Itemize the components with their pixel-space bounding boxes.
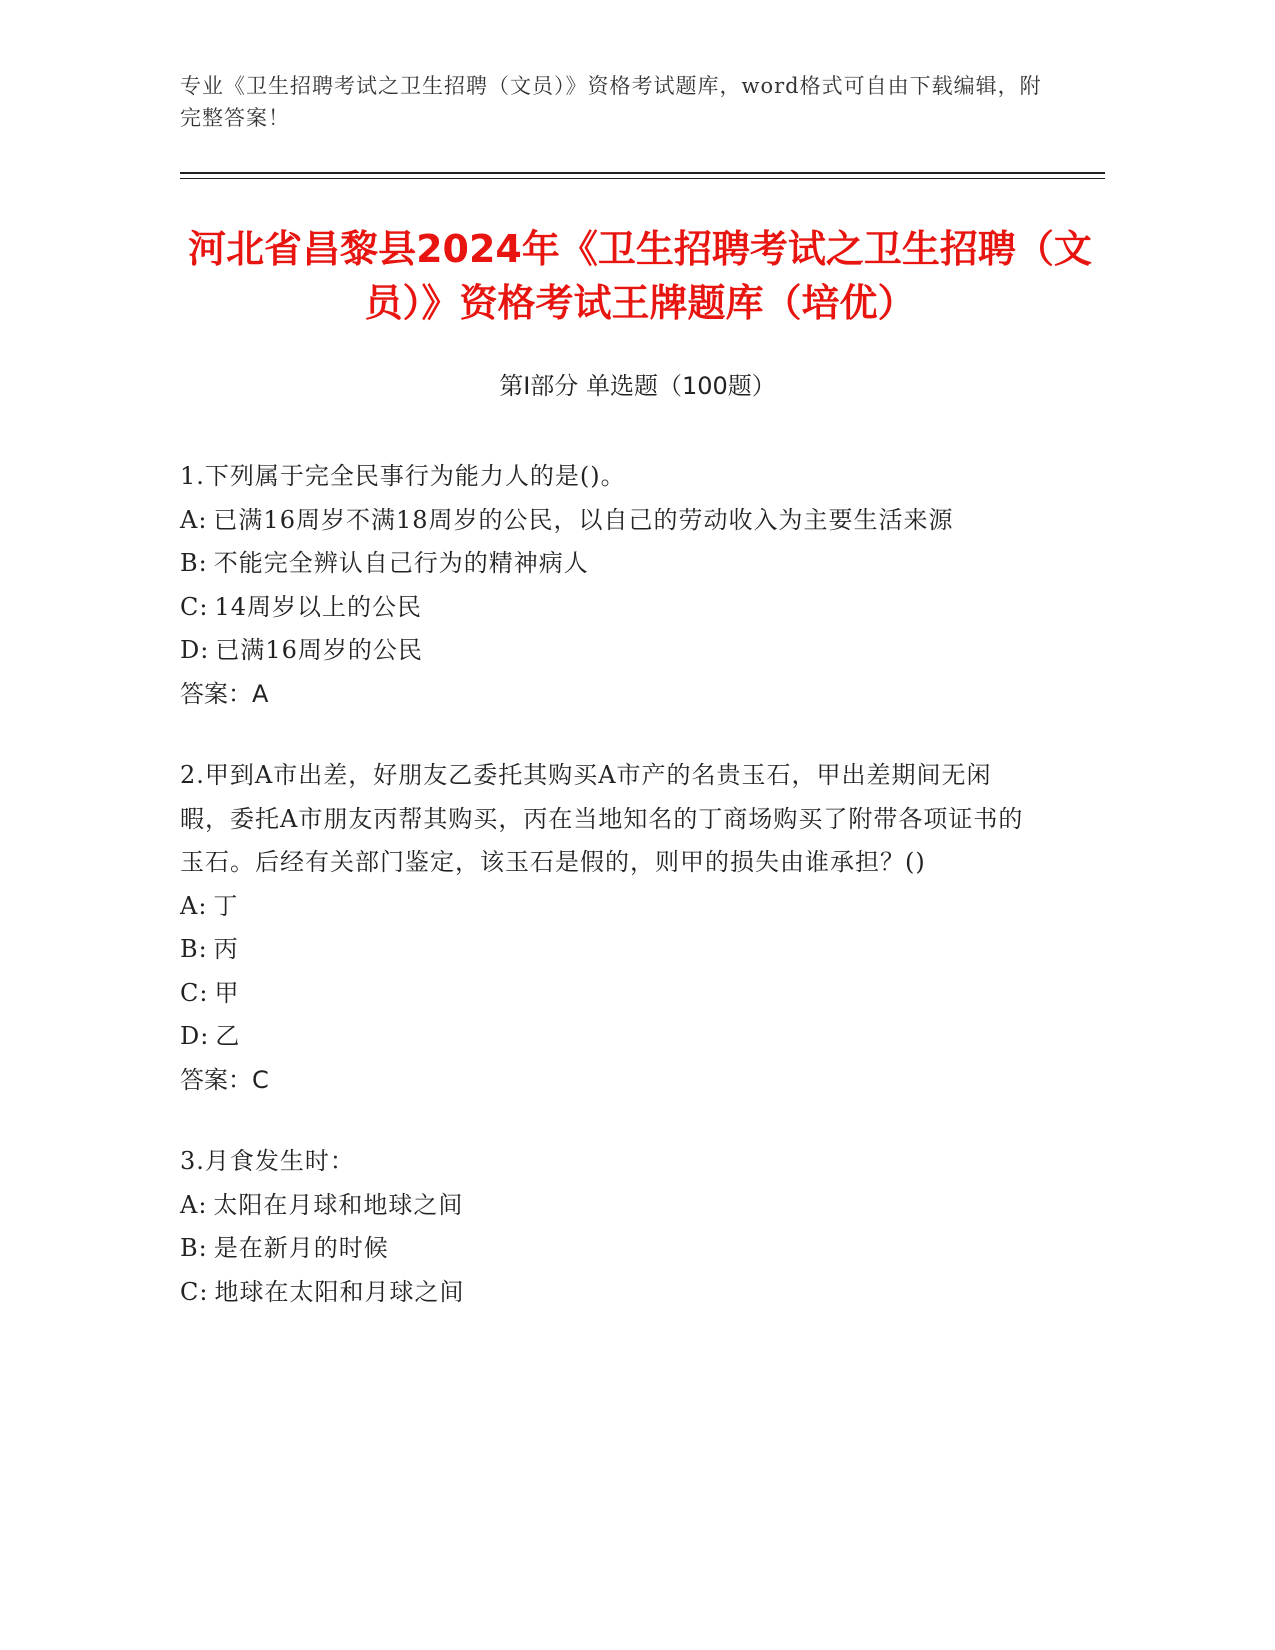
answer-line: 答案：C [180,1065,269,1094]
option-a [180,885,1030,929]
question-3 [180,1140,1030,1314]
option-b [180,542,1030,586]
option-label: C: [180,1277,209,1306]
option-text: 丁 [213,891,239,920]
header-rule-thin [180,178,1105,179]
option-text: 不能完全辨认自己行为的精神病人 [213,549,589,577]
option-label: C: [180,978,209,1007]
option-text: 14周岁以上的公民 [214,592,422,621]
option-text: 乙 [215,1022,241,1050]
question-stem: 3.月食发生时： [180,1147,355,1175]
header-rule-thick [180,172,1105,174]
question-stem: 2.甲到A市出差，好朋友乙委托其购买A市产的名贵玉石，甲出差期间无闲暇，委托A市朋友丙帮其购买，丙在当地知名的丁商场购买了附带各项证书的玉石。后经有关部门鉴定，该玉石是假的，则甲的损失由谁承担？() [180,761,1024,876]
option-c [180,586,1030,630]
option-label: B: [180,935,208,963]
option-d [180,1015,1030,1059]
option-b [180,928,1030,972]
option-label: D: [180,636,210,664]
option-label: B: [180,1234,208,1262]
option-label: A: [180,505,208,534]
section-title: 第I部分 单选题（100题） [499,372,776,400]
option-label: B: [180,549,208,577]
option-a [180,1184,1030,1228]
option-label: D: [180,1022,210,1050]
question-2 [180,754,1030,1102]
option-text: 太阳在月球和地球之间 [213,1190,464,1219]
option-c [180,1271,1030,1315]
option-text: 已满16周岁的公民 [215,636,423,664]
option-d [180,629,1030,673]
option-label: C: [180,592,209,621]
option-text: 丙 [213,935,239,963]
document-title: 河北省昌黎县2024年《卫生招聘考试之卫生招聘（文员）》资格考试王牌题库（培优） [188,227,1092,325]
option-c [180,972,1030,1016]
header-note: 专业《卫生招聘考试之卫生招聘（文员）》资格考试题库，word格式可自由下载编辑，附完整答案！ [180,74,1042,130]
option-text: 已满16周岁不满18周岁的公民，以自己的劳动收入为主要生活来源 [213,505,954,534]
option-label: A: [180,891,208,920]
option-a [180,499,1030,543]
question-1 [180,455,1030,716]
option-label: A: [180,1190,208,1219]
answer-line: 答案：A [180,679,269,708]
question-list [180,455,1030,1352]
option-text: 地球在太阳和月球之间 [214,1277,465,1306]
option-b [180,1227,1030,1271]
option-text: 甲 [214,978,240,1007]
option-text: 是在新月的时候 [213,1234,389,1262]
question-stem: 1.下列属于完全民事行为能力人的是()。 [180,462,626,490]
